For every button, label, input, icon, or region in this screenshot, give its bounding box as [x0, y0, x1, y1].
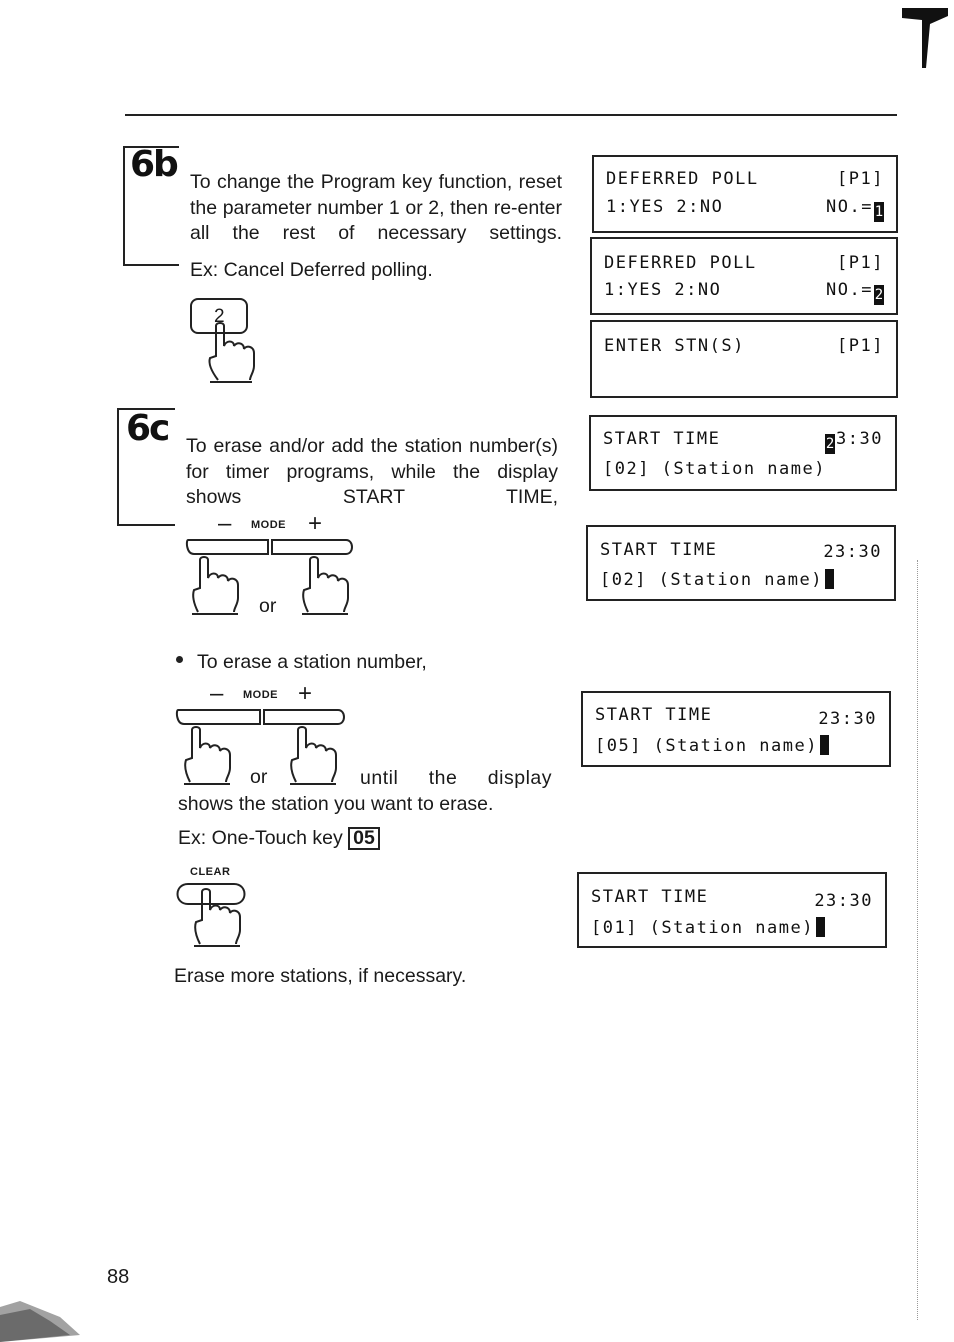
bullet-dot — [176, 656, 183, 663]
lcd-5-line1-left: START TIME — [600, 540, 718, 560]
page-edge-line — [917, 560, 918, 1320]
lcd-display-1 — [592, 155, 898, 233]
step-6b-instruction: To change the Program key function, reset the parameter number 1 or 2, then re-enter all the rest of necessary settings. — [190, 171, 562, 244]
lcd-1-line2-left: 1:YES 2:NO — [606, 197, 724, 217]
lcd-7-line1-right: 23:30 — [814, 891, 873, 911]
lcd-4-line2-left: [02] (Station name) — [603, 459, 826, 479]
press-minus-hand-icon-2 — [180, 726, 240, 786]
lcd-7-line2-left — [591, 917, 825, 938]
step-6b-example: Ex: Cancel Deferred polling. — [190, 259, 433, 281]
lcd-3-line1-right: [P1] — [837, 336, 884, 356]
mode-minus-sign: – — [218, 510, 232, 537]
lcd-display-5 — [586, 525, 896, 601]
lcd-6-cursor — [820, 735, 829, 755]
lcd-2-line2-left: 1:YES 2:NO — [604, 280, 722, 300]
erase-more-text: Erase more stations, if necessary. — [174, 965, 467, 987]
mode-plus-sign: + — [308, 510, 323, 537]
lcd-display-3 — [590, 320, 898, 398]
press-plus-hand-icon — [298, 556, 358, 616]
mode-key-pair-2[interactable] — [174, 706, 348, 728]
lcd-4-line1-left: START TIME — [603, 429, 721, 449]
lcd-display-7 — [577, 872, 887, 948]
lcd-5-cursor — [825, 569, 834, 589]
press-hand-icon — [202, 322, 262, 384]
lcd-7-cursor — [816, 917, 825, 937]
lcd-7-line1-left: START TIME — [591, 887, 709, 907]
scan-artifact — [0, 1295, 90, 1342]
lcd-5-line2-text: [02] (Station name) — [600, 570, 823, 590]
mode-key-pair[interactable] — [184, 536, 356, 558]
bullet-erase-station: To erase a station number, — [197, 651, 427, 673]
lcd-5-line1-right: 23:30 — [823, 542, 882, 562]
press-clear-hand-icon — [190, 888, 250, 948]
mode-label-2: MODE — [243, 689, 278, 701]
until-display-text: until the display — [360, 767, 552, 789]
shows-station-text: shows the station you want to erase. — [178, 793, 494, 815]
lcd-2-no-label: NO.= — [826, 280, 873, 300]
lcd-6-line1-right: 23:30 — [818, 709, 877, 729]
one-touch-example-prefix: Ex: One-Touch key — [178, 827, 343, 849]
lcd-6-line1-left: START TIME — [595, 705, 713, 725]
lcd-7-line2-text: [01] (Station name) — [591, 918, 814, 938]
press-plus-hand-icon-2 — [286, 726, 346, 786]
lcd-2-line2-right — [826, 280, 884, 305]
lcd-1-line2-right — [826, 197, 884, 222]
lcd-2-line1-right: [P1] — [837, 253, 884, 273]
clear-label: CLEAR — [190, 866, 231, 878]
mode-minus-sign-2: – — [210, 680, 224, 707]
or-text-2: or — [250, 766, 268, 788]
corner-mark — [902, 6, 950, 70]
lcd-1-line1-left: DEFERRED POLL — [606, 169, 759, 189]
lcd-4-line1-right — [825, 429, 883, 454]
lcd-3-line1-left: ENTER STN(S) — [604, 336, 745, 356]
step-6c-tag: 6c — [126, 408, 169, 449]
lcd-1-cursor: 1 — [874, 204, 884, 220]
key-2-label: 2 — [214, 306, 225, 327]
header-rule — [125, 114, 897, 116]
mode-plus-sign-2: + — [298, 680, 313, 707]
lcd-4-cursor: 2 — [825, 436, 835, 452]
lcd-1-line1-right: [P1] — [837, 169, 884, 189]
lcd-display-2 — [590, 237, 898, 315]
lcd-2-line1-left: DEFERRED POLL — [604, 253, 757, 273]
lcd-6-line2-left — [595, 735, 829, 756]
lcd-5-line2-left — [600, 569, 834, 590]
one-touch-example — [178, 826, 380, 852]
lcd-display-4 — [589, 415, 897, 491]
lcd-display-6 — [581, 691, 891, 767]
step-6b-tag: 6b — [130, 144, 177, 185]
one-touch-key-05[interactable]: 05 — [348, 827, 380, 850]
lcd-4-time: 3:30 — [836, 429, 883, 449]
lcd-1-no-label: NO.= — [826, 197, 873, 217]
step-6c-instruction: To erase and/or add the station number(s) for timer programs, while the display shows START TIME, — [186, 435, 558, 508]
or-text-1: or — [259, 595, 277, 617]
lcd-6-line2-text: [05] (Station name) — [595, 736, 818, 756]
mode-label: MODE — [251, 519, 286, 531]
page-number: 88 — [107, 1266, 130, 1288]
press-minus-hand-icon — [188, 556, 248, 616]
lcd-2-cursor: 2 — [874, 287, 884, 303]
